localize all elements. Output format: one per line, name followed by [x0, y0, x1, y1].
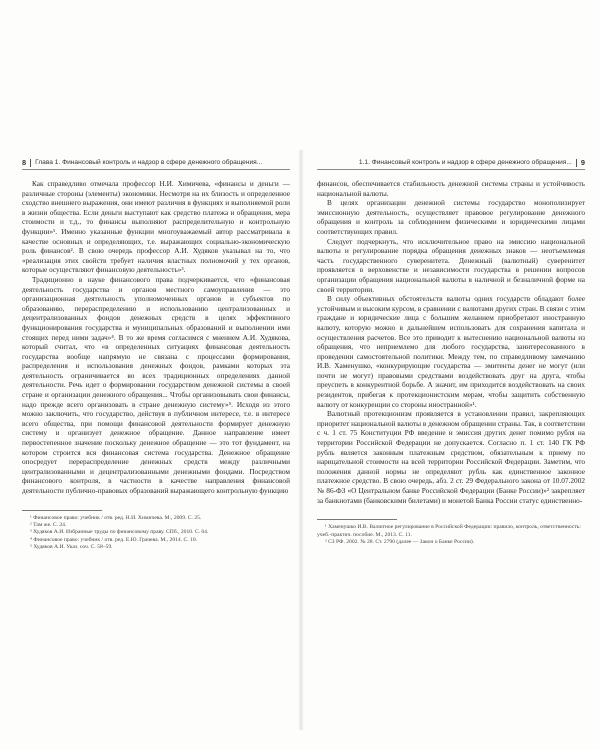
- left-body-text: [22, 179, 290, 496]
- running-head-divider: [576, 159, 577, 167]
- book-gutter: [298, 150, 304, 730]
- footnote: ¹ Хаменушко И.В. Валютное регулирование в Российской Федерации: правило, контроль, ответственность: учеб.-практич. пособие. М., 2013. С. 11.: [317, 524, 581, 538]
- footnote: ² Там же. С. 24.: [30, 522, 67, 528]
- left-page-number: 8: [22, 158, 27, 167]
- paragraph: Традиционно в науке финансового права подчеркивается, что «финансовая деятельность государства и органов местного самоуправления — это организационная деятельность уполномоченных органов и субъектов по образованию, перераспределению и использованию централизованных и децентрализованных фондов денежных средств в целях эффективного функционирования государства и муниципальных образований и выполнении ими стоящих перед ними задач»⁴. В то же время согласимся с мнением А.И. Худякова, который считал, что «в определенных ситуациях финансовая деятельность государства вообще напрямую не связана с процессами формирования, распределения и использования денежных фондов, рамками которых эта деятельность ограничивается во всех традиционных определениях данной деятельности. Речь идет о формировании государством денежной системы в своей стране и организации денежного обращения... Чтобы организовывать свои финансы, надо прежде всего организовать в стране денежную систему»⁵. Исходя из этого можно заключить, что государство, действуя в публичном интересе, т.е. в интересе всего общества, при помощи финансовой деятельности формирует денежную систему и организует денежное обращение. Данное направление имеет первостепенное значение поскольку денежное обращение — это тот фундамент, на котором строится вся финансовая система государства. Денежное обращение опосредует перераспределение денежных средств между различными централизованными и децентрализованными денежными фондами. Посредством финансового контроля, в частности в качестве направления финансовой деятельности публично-правовых образований выражающего контрольную функцию: [22, 274, 290, 495]
- footnote: ¹ Финансовое право: учебник / отв. ред. Н.И. Химичева. М., 2009. С. 25.: [30, 514, 202, 521]
- paragraph: финансов, обеспечивается стабильность денежной системы страны и устойчивость национальной валюты.: [317, 179, 585, 198]
- left-running-head: [22, 158, 290, 170]
- left-page: [22, 158, 290, 552]
- paragraph: Следует подчеркнуть, что исключительное право на эмиссию национальной валюты и регулирование порядка обращения денежных знаков — неотъемлемая часть государственного суверенитета. Денежный (валютный) суверенитет проявляется в верховенстве и независимости государства в решении вопросов организации обращения национальной валюты в наличной и безналичной форме на своей территории.: [317, 236, 585, 294]
- left-footnotes: [22, 515, 290, 552]
- footnote: ⁴ Финансовое право: учебник / отв. ред. Е.Ю. Грачева. М., 2014. С. 10.: [30, 536, 198, 543]
- footnote: ² СЗ РФ. 2002. № 28. Ст. 2790 (далее — Закон о Банке России).: [325, 539, 475, 545]
- footnote-rule: [22, 510, 102, 511]
- paragraph: В силу объективных обстоятельств валюты одних государств обладают более устойчивым и высоким курсом, в сравнении с валютами других стран. В связи с этим граждане и юридические лица с большим желанием приобретают иностранную валюту, которую можно в дальнейшем использовать для сохранения капитала и осуществления расчетов. Все это приводит к вытеснению национальной валюты из обращения, что неприемлемо для любого государства, заинтересованного в проведении самостоятельной политики. Между тем, по справедливому замечанию И.В. Хаменушко, «конкурирующие государства — эмитенты денег не могут (или почти не могут) правовыми средствами воздействовать друг на друга, чтобы преуспеть в конкурентной борьбе. А значит, им приходится воздействовать на своих резидентов, прибегая к протекционистским мерам, чтобы защитить собственную валюту от конкуренции со стороны иностранной»¹.: [317, 294, 585, 409]
- right-body-text: [317, 179, 585, 505]
- footnote: ³ Худяков А.И. Избранные труды по финансовому праву. СПб., 2010. С. 64.: [30, 529, 209, 536]
- right-page: [317, 158, 585, 546]
- paragraph: Как справедливо отмечала профессор Н.И. Химичева, «финансы и деньги — различные стороны (элементы) экономики. Несмотря на их близость и определенное сходство внешнего выражения, они имеют различия в функциях и выполняемой роли в жизни общества. Если деньги выступают как средство платежа и обращения, мера стоимости и т.д., то финансы выполняют распределительную и контрольную функции»¹. Именно указанные функции многоуважаемый автор рассматривала в качестве основных и определяющих, т.е. выражающих социально-экономическую роль финансов². В свою очередь профессор А.И. Худяков указывал на то, что «реализация этих свойств требует наличия властных полномочий у тех органов, которые осуществляют финансовую деятельность»³.: [22, 179, 290, 275]
- right-running-head: [317, 158, 585, 170]
- paragraph: В целях организации денежной системы государство монополизирует эмиссионную деятельность, осуществляет правовое регулирование денежного обращения и контроль за соблюдением физическими и юридическими лицами соответствующих правил.: [317, 198, 585, 236]
- right-page-number: 9: [580, 158, 585, 167]
- right-running-head-title: 1.1. Финансовый контроль и надзор в сфере денежного обращения...: [358, 159, 572, 166]
- right-footnotes: [317, 524, 585, 546]
- paragraph: Валютный протекционизм проявляется в установлении правил, закрепляющих приоритет национальной валюты в денежном обращении страны. Так, в соответствии с ч. 1 ст. 75 Конституции РФ введение и эмиссия других денег помимо рубля на территории Российской Федерации не допускается. Согласно п. 1 ст. 140 ГК РФ рубль является законным платежным средством, обязательным к приему по нарицательной стоимости на всей территории Российской Федерации. Заметим, что положения данной нормы не определяют рубль как единственное законное платежное средство. В свою очередь, абз. 2 ст. 29 Федерального закона от 10.07.2002 № 86-ФЗ «О Центральном банке Российской Федерации (Банке России)»² закрепляет за банкнотами (банковскими билетами) и монетой Банка России статус единственно-: [317, 409, 585, 505]
- footnote-rule: [317, 519, 397, 520]
- left-running-head-title: Глава 1. Финансовый контроль и надзор в сфере денежного обращения...: [35, 159, 263, 166]
- footnote: ⁵ Худяков А.И. Указ. соч. С. 58–59.: [30, 544, 113, 551]
- running-head-divider: [30, 159, 31, 167]
